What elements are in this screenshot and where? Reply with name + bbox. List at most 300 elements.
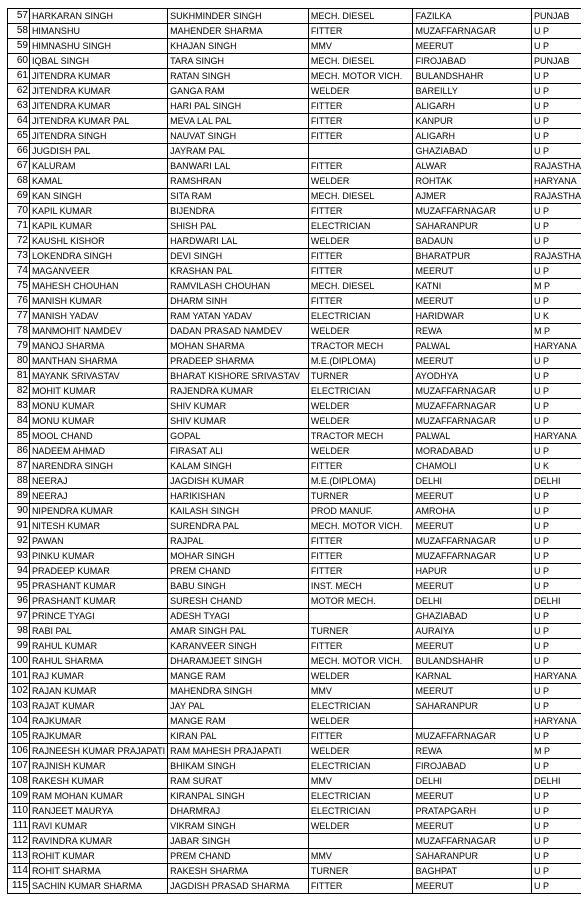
table-row [8,99,584,114]
state-cell: U P [531,69,583,84]
serial-number-cell: 75 [8,279,30,294]
name-cell: MONU KUMAR [29,414,167,429]
table-row [8,609,584,624]
father-name-cell: BHIKAM SINGH [168,759,309,774]
trade-cell: WELDER [308,714,413,729]
table-row [8,24,584,39]
table-row [8,279,584,294]
state-cell: U P [531,84,583,99]
state-cell: U K [531,459,583,474]
state-cell: U P [531,489,583,504]
serial-number-cell: 60 [8,54,30,69]
serial-number-cell: 66 [8,144,30,159]
serial-number-cell: 57 [8,9,30,24]
district-cell: MEERUT [413,294,531,309]
table-row [8,114,584,129]
serial-number-cell: 112 [8,834,30,849]
serial-number-cell: 92 [8,534,30,549]
serial-number-cell: 69 [8,189,30,204]
name-cell: PRASHANT KUMAR [29,579,167,594]
father-name-cell: RAJENDRA KUMAR [168,384,309,399]
district-cell: MUZAFFARNAGAR [413,399,531,414]
trade-cell: TURNER [308,489,413,504]
district-cell: GHAZIABAD [413,144,531,159]
name-cell: HIMANSHU [29,24,167,39]
table-row [8,339,584,354]
serial-number-cell: 104 [8,714,30,729]
table-row [8,9,584,24]
district-cell: KANPUR [413,114,531,129]
name-cell: RAM MOHAN KUMAR [29,789,167,804]
name-cell: RAJAN KUMAR [29,684,167,699]
father-name-cell: PRADEEP SHARMA [168,354,309,369]
district-cell: REWA [413,744,531,759]
table-row [8,594,584,609]
trade-cell: WELDER [308,399,413,414]
father-name-cell: MEVA LAL PAL [168,114,309,129]
district-cell: HARIDWAR [413,309,531,324]
district-cell: KATNI [413,279,531,294]
father-name-cell: RAMVILASH CHOUHAN [168,279,309,294]
serial-number-cell: 88 [8,474,30,489]
table-row [8,264,584,279]
trade-cell: ELECTRICIAN [308,384,413,399]
district-cell: MUZAFFARNAGAR [413,729,531,744]
name-cell: PAWAN [29,534,167,549]
name-cell: KAMAL [29,174,167,189]
serial-number-cell: 84 [8,414,30,429]
serial-number-cell: 81 [8,369,30,384]
father-name-cell: RAM SURAT [168,774,309,789]
name-cell: MANISH KUMAR [29,294,167,309]
trade-cell: INST. MECH [308,579,413,594]
district-cell: MEERUT [413,684,531,699]
trade-cell: TRACTOR MECH [308,429,413,444]
candidate-table [7,8,584,894]
trade-cell: ELECTRICIAN [308,789,413,804]
serial-number-cell: 97 [8,609,30,624]
father-name-cell: SURESH CHAND [168,594,309,609]
state-cell: HARYANA [531,174,583,189]
serial-number-cell: 106 [8,744,30,759]
district-cell: GHAZIABAD [413,609,531,624]
district-cell: MUZAFFARNAGAR [413,384,531,399]
state-cell: U P [531,294,583,309]
district-cell: MUZAFFARNAGAR [413,549,531,564]
district-cell: SAHARANPUR [413,849,531,864]
father-name-cell: DEVI SINGH [168,249,309,264]
name-cell: NEERAJ [29,489,167,504]
district-cell: BAGHPAT [413,864,531,879]
serial-number-cell: 70 [8,204,30,219]
father-name-cell: SHIV KUMAR [168,414,309,429]
father-name-cell: KHAJAN SINGH [168,39,309,54]
serial-number-cell: 94 [8,564,30,579]
father-name-cell: GOPAL [168,429,309,444]
father-name-cell: SHIV KUMAR [168,399,309,414]
state-cell: U P [531,519,583,534]
state-cell: RAJASTHA [531,189,583,204]
serial-number-cell: 98 [8,624,30,639]
serial-number-cell: 96 [8,594,30,609]
state-cell: U P [531,804,583,819]
table-row [8,369,584,384]
name-cell: HIMNASHU SINGH [29,39,167,54]
district-cell: MUZAFFARNAGAR [413,204,531,219]
district-cell: PALWAL [413,429,531,444]
state-cell: U P [531,264,583,279]
table-row [8,174,584,189]
serial-number-cell: 105 [8,729,30,744]
serial-number-cell: 61 [8,69,30,84]
state-cell: U P [531,834,583,849]
trade-cell: FITTER [308,294,413,309]
district-cell: SAHARANPUR [413,219,531,234]
trade-cell: MOTOR MECH. [308,594,413,609]
district-cell: MEERUT [413,819,531,834]
state-cell: PUNJAB [531,9,583,24]
trade-cell: WELDER [308,819,413,834]
name-cell: KAUSHL KISHOR [29,234,167,249]
state-cell: U P [531,699,583,714]
table-row [8,414,584,429]
district-cell: DELHI [413,774,531,789]
trade-cell: TURNER [308,369,413,384]
father-name-cell: NAUVAT SINGH [168,129,309,144]
father-name-cell: KIRAN PAL [168,729,309,744]
district-cell: CHAMOLI [413,459,531,474]
father-name-cell: SURENDRA PAL [168,519,309,534]
trade-cell [308,609,413,624]
father-name-cell: SHISH PAL [168,219,309,234]
name-cell: RAJAT KUMAR [29,699,167,714]
state-cell: U P [531,654,583,669]
name-cell: SACHIN KUMAR SHARMA [29,879,167,894]
table-row [8,504,584,519]
district-cell: SAHARANPUR [413,699,531,714]
trade-cell: FITTER [308,564,413,579]
name-cell: NIPENDRA KUMAR [29,504,167,519]
name-cell: RAKESH KUMAR [29,774,167,789]
trade-cell: FITTER [308,249,413,264]
trade-cell: FITTER [308,729,413,744]
serial-number-cell: 107 [8,759,30,774]
name-cell: RAJNISH KUMAR [29,759,167,774]
father-name-cell: MANGE RAM [168,714,309,729]
father-name-cell: KIRANPAL SINGH [168,789,309,804]
district-cell: FIROJABAD [413,759,531,774]
table-row [8,534,584,549]
trade-cell: FITTER [308,459,413,474]
trade-cell: MMV [308,684,413,699]
serial-number-cell: 78 [8,324,30,339]
father-name-cell: JAYRAM PAL [168,144,309,159]
district-cell: PRATAPGARH [413,804,531,819]
state-cell: U P [531,549,583,564]
serial-number-cell: 91 [8,519,30,534]
serial-number-cell: 64 [8,114,30,129]
state-cell: U P [531,219,583,234]
serial-number-cell: 76 [8,294,30,309]
trade-cell: WELDER [308,84,413,99]
father-name-cell: SITA RAM [168,189,309,204]
father-name-cell: JAGDISH PRASAD SHARMA [168,879,309,894]
state-cell: U P [531,369,583,384]
table-row [8,474,584,489]
table-row [8,564,584,579]
state-cell: U P [531,684,583,699]
state-cell: U P [531,609,583,624]
table-row [8,699,584,714]
trade-cell: FITTER [308,639,413,654]
state-cell: U P [531,864,583,879]
table-row [8,849,584,864]
state-cell: U P [531,354,583,369]
name-cell: MANMOHIT NAMDEV [29,324,167,339]
table-row [8,399,584,414]
state-cell: U P [531,99,583,114]
serial-number-cell: 111 [8,819,30,834]
father-name-cell: MOHAN SHARMA [168,339,309,354]
serial-number-cell: 108 [8,774,30,789]
state-cell: U P [531,114,583,129]
district-cell: MEERUT [413,639,531,654]
trade-cell: FITTER [308,264,413,279]
serial-number-cell: 101 [8,669,30,684]
serial-number-cell: 102 [8,684,30,699]
table-row [8,804,584,819]
father-name-cell: BIJENDRA [168,204,309,219]
father-name-cell: JAGDISH KUMAR [168,474,309,489]
trade-cell: ELECTRICIAN [308,759,413,774]
name-cell: JITENDRA SINGH [29,129,167,144]
serial-number-cell: 89 [8,489,30,504]
district-cell: ALIGARH [413,129,531,144]
father-name-cell: BANWARI LAL [168,159,309,174]
state-cell: U K [531,309,583,324]
name-cell: ROHIT KUMAR [29,849,167,864]
trade-cell: TURNER [308,864,413,879]
serial-number-cell: 72 [8,234,30,249]
name-cell: JITENDRA KUMAR [29,99,167,114]
name-cell: KALURAM [29,159,167,174]
state-cell: U P [531,39,583,54]
trade-cell: MECH. DIESEL [308,279,413,294]
name-cell: PRINCE TYAGI [29,609,167,624]
name-cell: RAHUL KUMAR [29,639,167,654]
trade-cell: MMV [308,39,413,54]
father-name-cell: RAM YATAN YADAV [168,309,309,324]
table-row [8,354,584,369]
state-cell: M P [531,279,583,294]
state-cell: U P [531,444,583,459]
table-row [8,774,584,789]
state-cell: U P [531,729,583,744]
table-row [8,789,584,804]
name-cell: MANOJ SHARMA [29,339,167,354]
serial-number-cell: 82 [8,384,30,399]
table-row [8,744,584,759]
state-cell: U P [531,24,583,39]
trade-cell: ELECTRICIAN [308,804,413,819]
trade-cell: FITTER [308,24,413,39]
district-cell: MEERUT [413,354,531,369]
serial-number-cell: 115 [8,879,30,894]
trade-cell: FITTER [308,129,413,144]
name-cell: MAHESH CHOUHAN [29,279,167,294]
father-name-cell: MAHENDRA SINGH [168,684,309,699]
table-row [8,219,584,234]
name-cell: RAJKUMAR [29,729,167,744]
name-cell: JITENDRA KUMAR [29,69,167,84]
state-cell: U P [531,759,583,774]
state-cell: U P [531,384,583,399]
serial-number-cell: 62 [8,84,30,99]
father-name-cell: RAJPAL [168,534,309,549]
trade-cell: FITTER [308,879,413,894]
name-cell: MAYANK SRIVASTAV [29,369,167,384]
table-row [8,324,584,339]
father-name-cell: ADESH TYAGI [168,609,309,624]
state-cell: HARYANA [531,429,583,444]
state-cell: U P [531,204,583,219]
table-row [8,84,584,99]
state-cell: HARYANA [531,669,583,684]
trade-cell: ELECTRICIAN [308,699,413,714]
serial-number-cell: 110 [8,804,30,819]
candidate-table-body [8,9,584,894]
table-row [8,489,584,504]
state-cell: U P [531,879,583,894]
state-cell: U P [531,504,583,519]
table-row [8,834,584,849]
table-row [8,669,584,684]
father-name-cell: KARANVEER SINGH [168,639,309,654]
father-name-cell: PREM CHAND [168,564,309,579]
trade-cell: FITTER [308,159,413,174]
name-cell: RAJKUMAR [29,714,167,729]
state-cell: U P [531,564,583,579]
trade-cell: FITTER [308,549,413,564]
name-cell: KAN SINGH [29,189,167,204]
state-cell: HARYANA [531,714,583,729]
district-cell [413,714,531,729]
table-row [8,579,584,594]
table-row [8,309,584,324]
trade-cell: M.E.(DIPLOMA) [308,354,413,369]
table-row [8,759,584,774]
table-row [8,429,584,444]
district-cell: MUZAFFARNAGAR [413,534,531,549]
name-cell: MOOL CHAND [29,429,167,444]
father-name-cell: HARDWARI LAL [168,234,309,249]
district-cell: MEERUT [413,519,531,534]
serial-number-cell: 65 [8,129,30,144]
trade-cell [308,834,413,849]
trade-cell: ELECTRICIAN [308,219,413,234]
district-cell: MEERUT [413,789,531,804]
name-cell: RAJ KUMAR [29,669,167,684]
district-cell: BAREILLY [413,84,531,99]
trade-cell: ELECTRICIAN [308,309,413,324]
district-cell: MEERUT [413,489,531,504]
state-cell: U P [531,639,583,654]
father-name-cell: PREM CHAND [168,849,309,864]
serial-number-cell: 93 [8,549,30,564]
state-cell: U P [531,849,583,864]
trade-cell: MECH. DIESEL [308,9,413,24]
trade-cell: MECH. MOTOR VICH. [308,654,413,669]
father-name-cell: RAM MAHESH PRAJAPATI [168,744,309,759]
father-name-cell: VIKRAM SINGH [168,819,309,834]
name-cell: RABI PAL [29,624,167,639]
name-cell: HARKARAN SINGH [29,9,167,24]
father-name-cell: RATAN SINGH [168,69,309,84]
district-cell: MUZAFFARNAGAR [413,414,531,429]
district-cell: AYODHYA [413,369,531,384]
father-name-cell: MANGE RAM [168,669,309,684]
district-cell: ROHTAK [413,174,531,189]
serial-number-cell: 100 [8,654,30,669]
name-cell: JITENDRA KUMAR PAL [29,114,167,129]
table-row [8,159,584,174]
serial-number-cell: 103 [8,699,30,714]
trade-cell: MECH. MOTOR VICH. [308,519,413,534]
district-cell: ALWAR [413,159,531,174]
father-name-cell: JABAR SINGH [168,834,309,849]
name-cell: KAPIL KUMAR [29,219,167,234]
name-cell: MONU KUMAR [29,399,167,414]
table-row [8,549,584,564]
father-name-cell: DHARMRAJ [168,804,309,819]
name-cell: MOHIT KUMAR [29,384,167,399]
district-cell: FIROJABAD [413,54,531,69]
state-cell: U P [531,234,583,249]
table-row [8,639,584,654]
table-row [8,684,584,699]
state-cell: U P [531,129,583,144]
district-cell: AMROHA [413,504,531,519]
name-cell: JITENDRA KUMAR [29,84,167,99]
district-cell: PALWAL [413,339,531,354]
name-cell: PRADEEP KUMAR [29,564,167,579]
trade-cell: FITTER [308,534,413,549]
serial-number-cell: 86 [8,444,30,459]
trade-cell: FITTER [308,99,413,114]
table-row [8,69,584,84]
name-cell: NARENDRA SINGH [29,459,167,474]
name-cell: MANISH YADAV [29,309,167,324]
father-name-cell: JAY PAL [168,699,309,714]
father-name-cell: FIRASAT ALI [168,444,309,459]
father-name-cell: KALAM SINGH [168,459,309,474]
state-cell: U P [531,624,583,639]
name-cell: PINKU KUMAR [29,549,167,564]
serial-number-cell: 77 [8,309,30,324]
table-row [8,129,584,144]
state-cell: PUNJAB [531,54,583,69]
state-cell: RAJASTHA [531,159,583,174]
father-name-cell: DHARAMJEET SINGH [168,654,309,669]
name-cell: MAGANVEER [29,264,167,279]
trade-cell: MECH. DIESEL [308,54,413,69]
name-cell: NADEEM AHMAD [29,444,167,459]
table-row [8,444,584,459]
serial-number-cell: 74 [8,264,30,279]
trade-cell: FITTER [308,204,413,219]
district-cell: MEERUT [413,879,531,894]
name-cell: KAPIL KUMAR [29,204,167,219]
